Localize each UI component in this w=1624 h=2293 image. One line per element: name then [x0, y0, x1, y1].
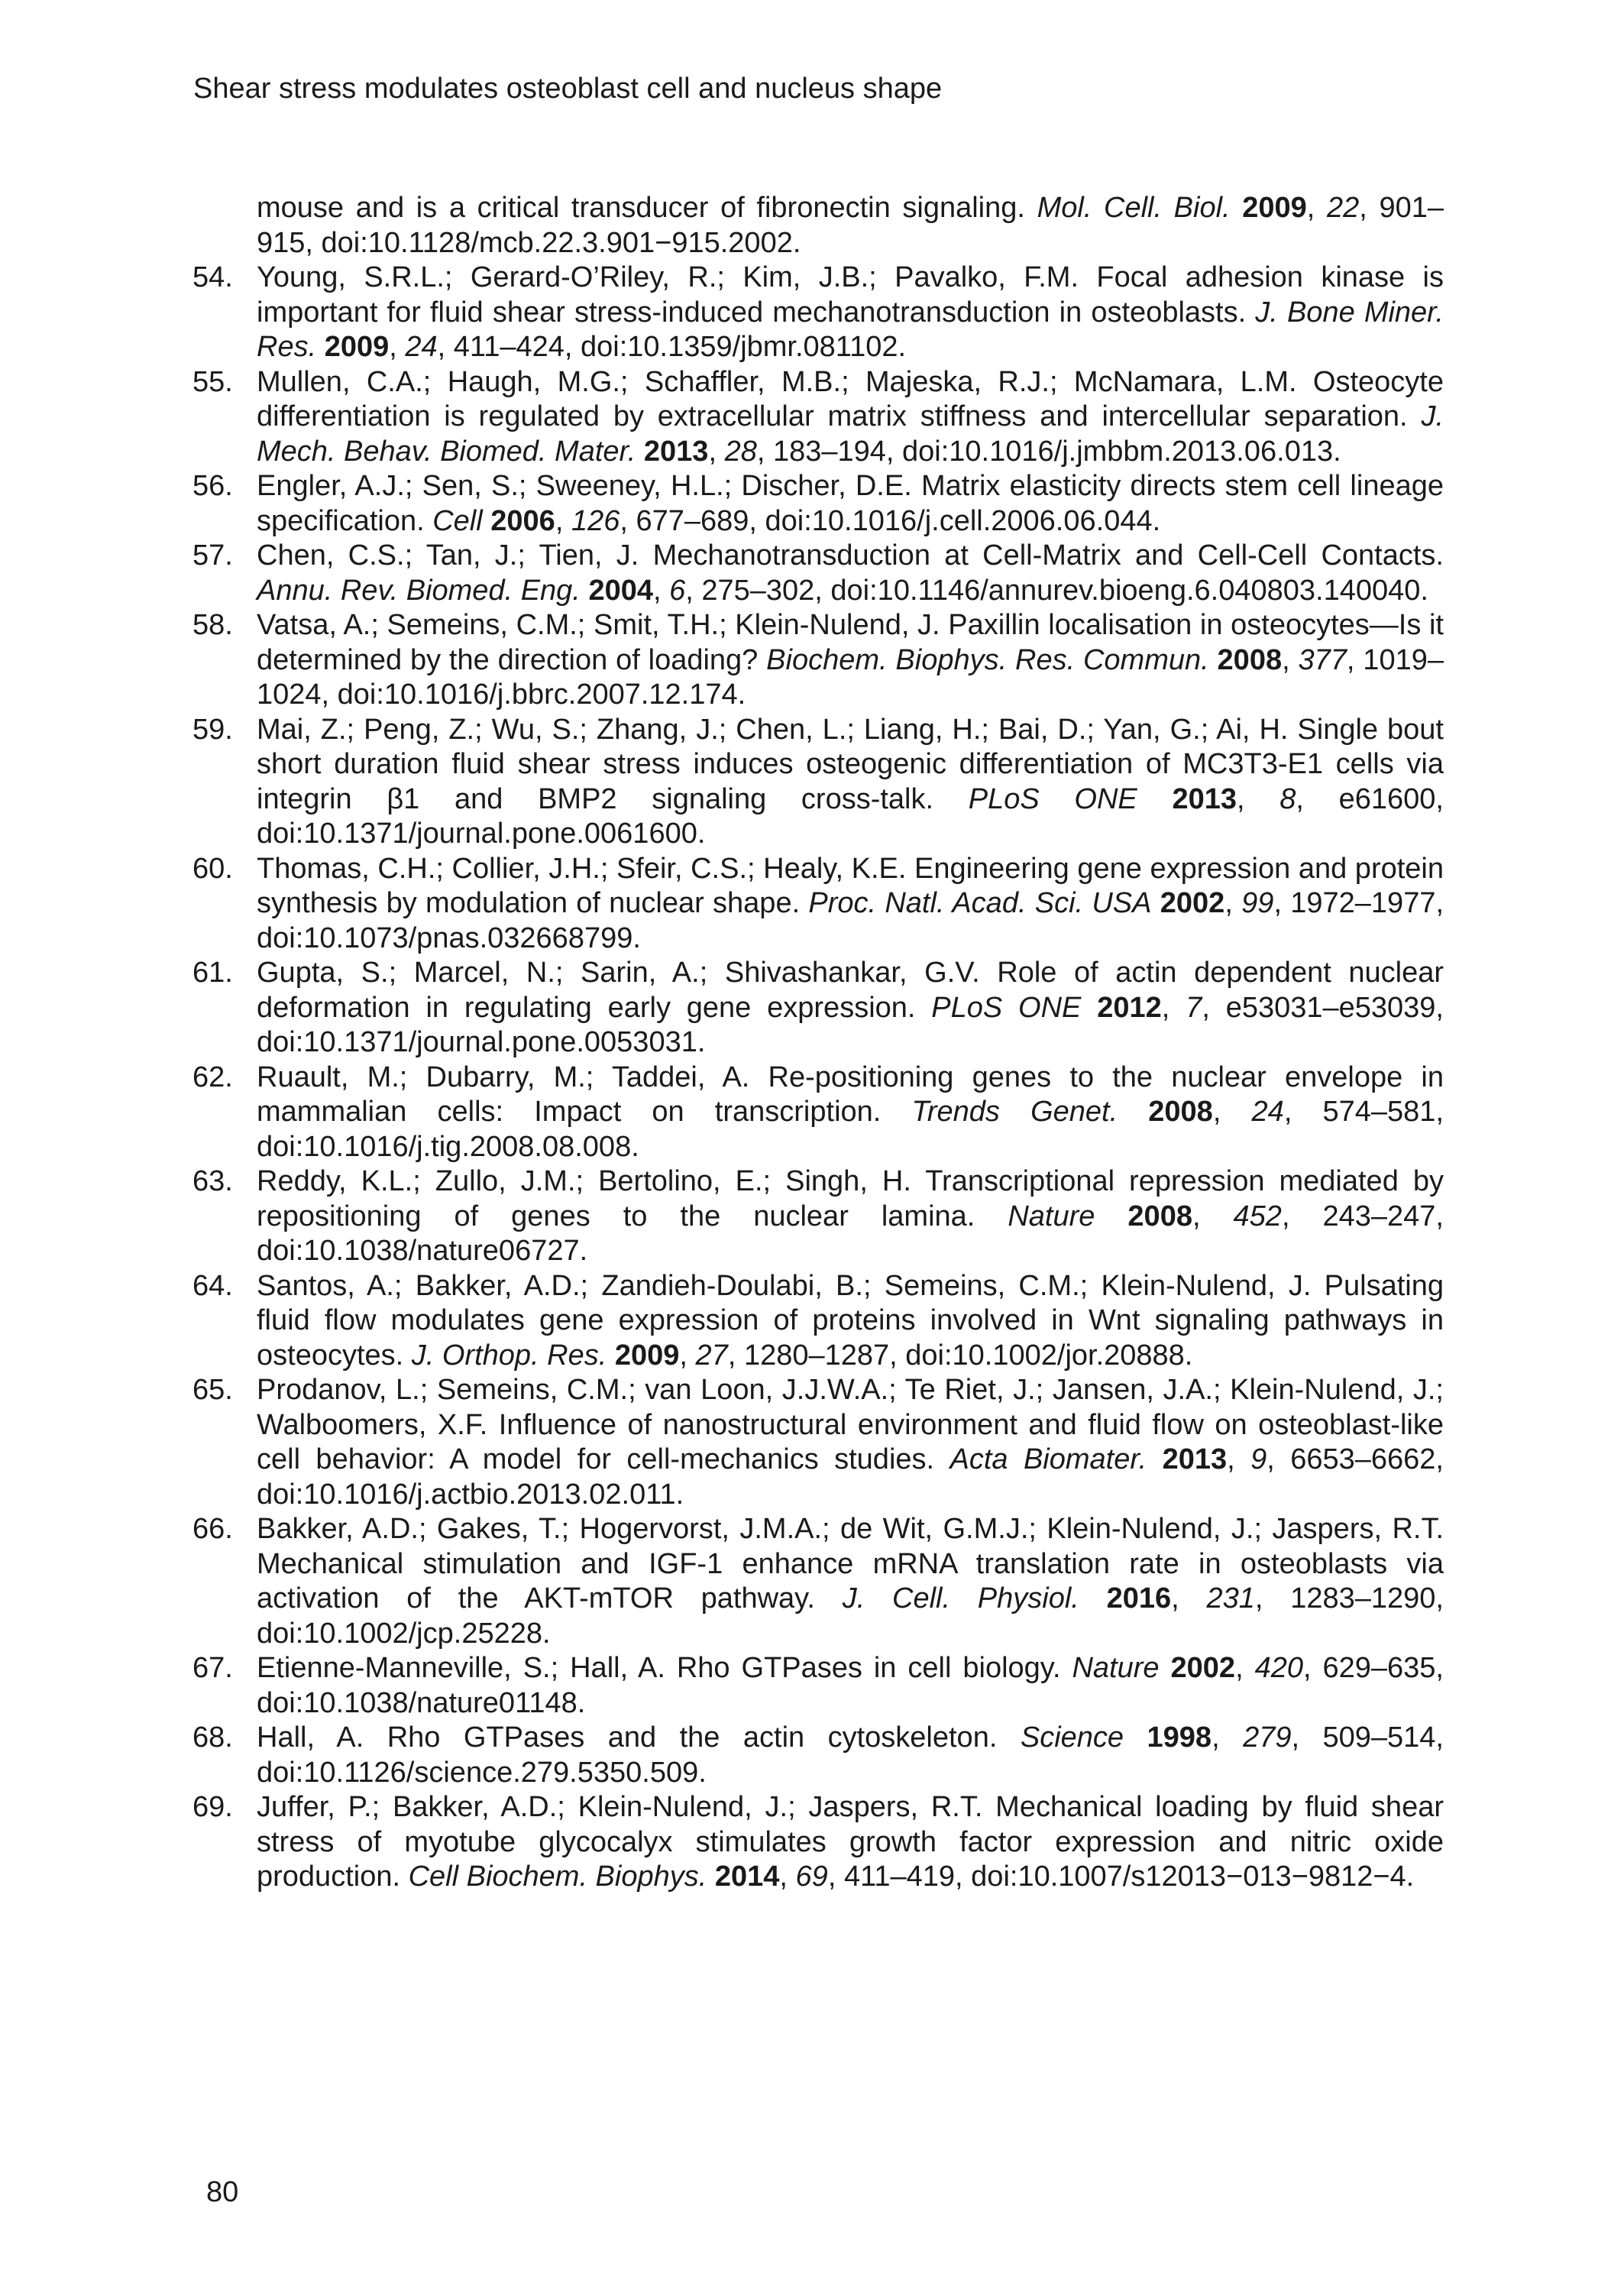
reference-item [192, 539, 1444, 608]
reference-segment: , [389, 331, 406, 363]
reference-list [192, 191, 1444, 1895]
reference-segment: Vatsa, A.; Semeins, C.M.; Smit, T.H.; Klein-Nulend, J. Paxillin localisation in osteocytes—Is it determined by the direction of loading? [257, 609, 1444, 676]
reference-text [257, 713, 1444, 852]
reference-year: 2013 [1162, 1443, 1228, 1475]
reference-segment: Young, S.R.L.; Gerard-O’Riley, R.; Kim, J.B.; Pavalko, F.M. Focal adhesion kinase is important for fluid shear stress-induced mechanotransduction in osteoblasts. [257, 261, 1444, 329]
reference-italic-text: Proc. Natl. Acad. Sci. USA [808, 887, 1152, 919]
reference-segment: , [1161, 991, 1186, 1024]
reference-segment: , [1192, 1200, 1234, 1232]
reference-text [257, 1651, 1444, 1721]
reference-italic-text: 24 [1251, 1096, 1284, 1128]
reference-year: 2009 [614, 1339, 680, 1372]
reference-year: 2002 [1170, 1652, 1236, 1684]
reference-italic-text: 420 [1254, 1652, 1303, 1684]
reference-italic-text: 279 [1243, 1721, 1292, 1754]
reference-segment: Mullen, C.A.; Haugh, M.G.; Schaffler, M.B.; Majeska, R.J.; McNamara, L.M. Osteocyte differentiation is regulated by extracellular matrix stiffness and intercellular separation. [257, 365, 1444, 432]
reference-segment: Ruault, M.; Dubarry, M.; Taddei, A. Re-positioning genes to the nuclear envelope in mammalian cells: Impact on transcription. [257, 1061, 1444, 1128]
reference-number: 60. [192, 852, 233, 885]
reference-segment: Thomas, C.H.; Collier, J.H.; Sfeir, C.S.; Healy, K.E. Engineering gene expression and protein synthesis by modulation of nuclear shape. [257, 852, 1444, 919]
reference-italic-text: 8 [1279, 782, 1296, 815]
reference-segment: Etienne-Manneville, S.; Hall, A. Rho GTPases in cell biology. [257, 1652, 1072, 1684]
reference-segment [1160, 1652, 1171, 1684]
reference-italic-text: Trends Genet. [911, 1096, 1118, 1128]
reference-segment: , [679, 1339, 696, 1372]
reference-segment [581, 575, 589, 607]
reference-item [192, 1721, 1444, 1790]
reference-segment: , 677–689, doi:10.1016/j.cell.2006.06.044. [620, 504, 1161, 537]
reference-segment: Hall, A. Rho GTPases and the actin cytoskeleton. [257, 1721, 1021, 1754]
reference-year: 2009 [324, 331, 390, 363]
reference-number: 55. [192, 365, 233, 398]
reference-item [192, 261, 1444, 365]
reference-segment: , 411–419, doi:10.1007/s12013−013−9812−4. [827, 1861, 1415, 1893]
reference-year: 2012 [1097, 991, 1162, 1024]
reference-item [192, 469, 1444, 539]
reference-italic-text: Cell Biochem. Biophys. [408, 1861, 707, 1893]
reference-year: 2008 [1127, 1200, 1192, 1232]
reference-segment: , [555, 504, 571, 537]
reference-number: 68. [192, 1721, 233, 1754]
reference-segment: , [1306, 192, 1327, 224]
reference-number: 64. [192, 1269, 233, 1302]
reference-segment [1147, 1443, 1162, 1475]
reference-item [192, 852, 1444, 957]
reference-number: 58. [192, 609, 233, 641]
reference-italic-text: PLoS ONE [968, 782, 1137, 815]
reference-segment [607, 1339, 615, 1372]
reference-segment: Chen, C.S.; Tan, J.; Tien, J. Mechanotransduction at Cell-Matrix and Cell-Cell Contacts. [257, 539, 1444, 572]
reference-italic-text: Cell [432, 504, 483, 537]
reference-item [192, 1512, 1444, 1651]
reference-text [257, 1790, 1444, 1895]
reference-italic-text: Biochem. Biophys. Res. Commun. [766, 643, 1209, 676]
reference-segment: , [1282, 643, 1299, 676]
reference-number: 69. [192, 1791, 233, 1823]
reference-segment: , e61600, doi:10.1371/journal.pone.0061600. [257, 782, 1444, 850]
reference-segment: Engler, A.J.; Sen, S.; Sweeney, H.L.; Discher, D.E. Matrix elasticity directs stem cell lineage specification. [257, 470, 1444, 537]
reference-text [257, 1373, 1444, 1512]
reference-segment: , [1171, 1582, 1207, 1614]
reference-item [192, 1790, 1444, 1895]
reference-year: 2013 [643, 435, 709, 468]
reference-text [257, 1721, 1444, 1790]
reference-text [257, 1061, 1444, 1165]
reference-number: 66. [192, 1513, 233, 1545]
reference-segment: Mai, Z.; Peng, Z.; Wu, S.; Zhang, J.; Chen, L.; Liang, H.; Bai, D.; Yan, G.; Ai, H. Single bout short duration fluid shear stress induces osteogenic differentiation of MC3T3-E1 cells via integrin β1 and BMP2 signaling cross-talk. [257, 713, 1444, 815]
reference-segment: , [652, 574, 670, 607]
reference-segment: , [708, 435, 725, 468]
reference-segment: , 1283–1290, doi:10.1002/jcp.25228. [257, 1582, 1444, 1650]
reference-text [257, 852, 1444, 957]
reference-number: 54. [192, 261, 233, 293]
reference-text [257, 539, 1444, 608]
reference-item [192, 1061, 1444, 1165]
reference-segment: Santos, A.; Bakker, A.D.; Zandieh-Doulabi, B.; Semeins, C.M.; Klein-Nulend, J. Pulsating fluid flow modulates gene expression of proteins involved in Wnt signaling pathways in osteocytes. [257, 1269, 1444, 1372]
reference-italic-text: 27 [695, 1339, 728, 1372]
reference-segment: , 901–915, doi:10.1128/mcb.22.3.901−915.2002. [257, 192, 1444, 259]
reference-italic-text: 28 [724, 435, 757, 468]
reference-italic-text: 9 [1250, 1443, 1267, 1475]
reference-item [192, 956, 1444, 1061]
reference-italic-text: 377 [1298, 643, 1347, 676]
reference-segment [1079, 1582, 1107, 1614]
reference-segment [483, 505, 491, 537]
reference-year: 2013 [1172, 782, 1237, 815]
reference-italic-text: Mol. Cell. Biol. [1037, 192, 1231, 224]
reference-item [192, 1164, 1444, 1269]
reference-number: 63. [192, 1165, 233, 1197]
reference-segment: Reddy, K.L.; Zullo, J.M.; Bertolino, E.; Singh, H. Transcriptional repression mediated by repositioning of genes to the nuclear lamina. [257, 1165, 1444, 1232]
reference-segment: , [1235, 1652, 1255, 1684]
reference-segment [316, 331, 325, 363]
reference-italic-text: J. Orthop. Res. [411, 1339, 607, 1372]
reference-segment: , 1019–1024, doi:10.1016/j.bbrc.2007.12.174. [257, 643, 1444, 711]
reference-item [192, 1651, 1444, 1721]
reference-italic-text: 22 [1326, 192, 1360, 224]
reference-italic-text: J. Mech. Behav. Biomed. Mater. [257, 400, 1444, 468]
reference-item [192, 713, 1444, 852]
reference-segment [707, 1861, 715, 1893]
reference-segment: , [1236, 782, 1280, 815]
reference-text [257, 1512, 1444, 1651]
reference-segment [636, 436, 644, 468]
reference-segment [1231, 192, 1243, 224]
reference-segment [1118, 1096, 1148, 1128]
reference-italic-text: 99 [1241, 887, 1274, 919]
reference-italic-text: Science [1020, 1721, 1124, 1754]
reference-segment: , [1212, 1721, 1244, 1754]
reference-segment: Gupta, S.; Marcel, N.; Sarin, A.; Shivashankar, G.V. Role of actin dependent nuclear deformation in regulating early gene expression. [257, 957, 1444, 1024]
reference-number: 61. [192, 957, 233, 989]
reference-segment: Prodanov, L.; Semeins, C.M.; van Loon, J.J.W.A.; Te Riet, J.; Jansen, J.A.; Klein-Nulend, J.; Walboomers, X.F. Influence of nanostructural environment and fluid flow on osteoblast-like cell behavior: A model for cell-mechanics studies. [257, 1374, 1444, 1475]
running-head: Shear stress modulates osteoblast cell and nucleus shape [193, 73, 943, 105]
reference-text [257, 365, 1444, 470]
reference-segment [1137, 783, 1173, 815]
reference-number: 59. [192, 713, 233, 746]
reference-italic-text: 69 [795, 1861, 828, 1893]
reference-italic-text: Nature [1008, 1200, 1095, 1232]
reference-item [192, 608, 1444, 713]
reference-segment: , 183–194, doi:10.1016/j.jmbbm.2013.06.013. [756, 435, 1341, 468]
reference-segment: , [1224, 887, 1242, 919]
reference-year: 2016 [1106, 1582, 1172, 1614]
reference-italic-text: 24 [405, 331, 438, 363]
reference-segment: , 1280–1287, doi:10.1002/jor.20888. [727, 1339, 1193, 1372]
reference-text [257, 1269, 1444, 1374]
page-number: 80 [206, 2176, 239, 2208]
reference-segment [1209, 644, 1218, 676]
reference-text [257, 608, 1444, 713]
reference-year: 2002 [1160, 887, 1225, 919]
reference-number: 65. [192, 1374, 233, 1406]
reference-year: 2008 [1148, 1096, 1213, 1128]
reference-italic-text: 7 [1186, 991, 1202, 1024]
reference-text [257, 191, 1444, 261]
reference-number: 67. [192, 1652, 233, 1684]
reference-segment: , 574–581, doi:10.1016/j.tig.2008.08.008. [257, 1096, 1444, 1163]
reference-text [257, 261, 1444, 365]
reference-segment: , 411–424, doi:10.1359/jbmr.081102. [437, 331, 907, 363]
reference-year: 2009 [1242, 192, 1307, 224]
reference-segment: , [1212, 1096, 1252, 1128]
reference-segment [1152, 887, 1160, 919]
reference-segment: , 629–635, doi:10.1038/nature01148. [257, 1652, 1444, 1719]
reference-text [257, 1164, 1444, 1269]
reference-italic-text: 452 [1233, 1200, 1282, 1232]
reference-segment: , 509–514, doi:10.1126/science.279.5350.509. [257, 1721, 1444, 1789]
reference-year: 2014 [714, 1861, 780, 1893]
reference-segment [1124, 1721, 1147, 1754]
reference-segment: Bakker, A.D.; Gakes, T.; Hogervorst, J.M.A.; de Wit, G.M.J.; Klein-Nulend, J.; Jaspers, R.T. Mechanical stimulation and IGF-1 enhance mRNA translation rate in osteoblasts via activation of the AKT-mTOR pathway. [257, 1513, 1444, 1614]
reference-number: 57. [192, 539, 233, 572]
reference-text [257, 956, 1444, 1061]
reference-year: 1998 [1147, 1721, 1212, 1754]
reference-segment: , e53031–e53039, doi:10.1371/journal.pone.0053031. [257, 991, 1444, 1058]
reference-number: 56. [192, 470, 233, 502]
reference-item [192, 1373, 1444, 1512]
reference-year: 2004 [588, 574, 653, 607]
reference-italic-text: Nature [1072, 1652, 1160, 1684]
reference-segment [1095, 1200, 1127, 1232]
reference-year: 2008 [1217, 643, 1283, 676]
reference-italic-text: 126 [571, 504, 620, 537]
reference-segment: , [779, 1861, 796, 1893]
reference-italic-text: 6 [669, 574, 686, 607]
reference-italic-text: Annu. Rev. Biomed. Eng. [257, 574, 581, 607]
reference-text [257, 469, 1444, 539]
reference-item [192, 1269, 1444, 1374]
reference-segment [1081, 992, 1097, 1024]
reference-italic-text: PLoS ONE [931, 991, 1082, 1024]
reference-italic-text: Acta Biomater. [949, 1443, 1147, 1475]
reference-italic-text: J. Cell. Physiol. [842, 1582, 1079, 1614]
reference-segment: , 243–247, doi:10.1038/nature06727. [257, 1200, 1444, 1267]
reference-segment: mouse and is a critical transducer of fibronectin signaling. [257, 192, 1037, 224]
reference-italic-text: 231 [1206, 1582, 1255, 1614]
reference-segment: , 6653–6662, doi:10.1016/j.actbio.2013.02.011. [257, 1443, 1444, 1511]
reference-segment: , 275–302, doi:10.1146/annurev.bioeng.6.040803.140040. [685, 574, 1428, 607]
reference-item [192, 191, 1444, 261]
reference-segment: , [1227, 1443, 1251, 1475]
reference-segment: Juffer, P.; Bakker, A.D.; Klein-Nulend, J.; Jaspers, R.T. Mechanical loading by fluid shear stress of myotube glycocalyx stimulates growth factor expression and nitric oxide production. [257, 1791, 1444, 1893]
reference-segment: , 1972–1977, doi:10.1073/pnas.032668799. [257, 887, 1444, 954]
reference-number: 62. [192, 1061, 233, 1093]
reference-italic-text: J. Bone Miner. Res. [257, 296, 1444, 363]
reference-year: 2006 [490, 504, 555, 537]
reference-item [192, 365, 1444, 470]
